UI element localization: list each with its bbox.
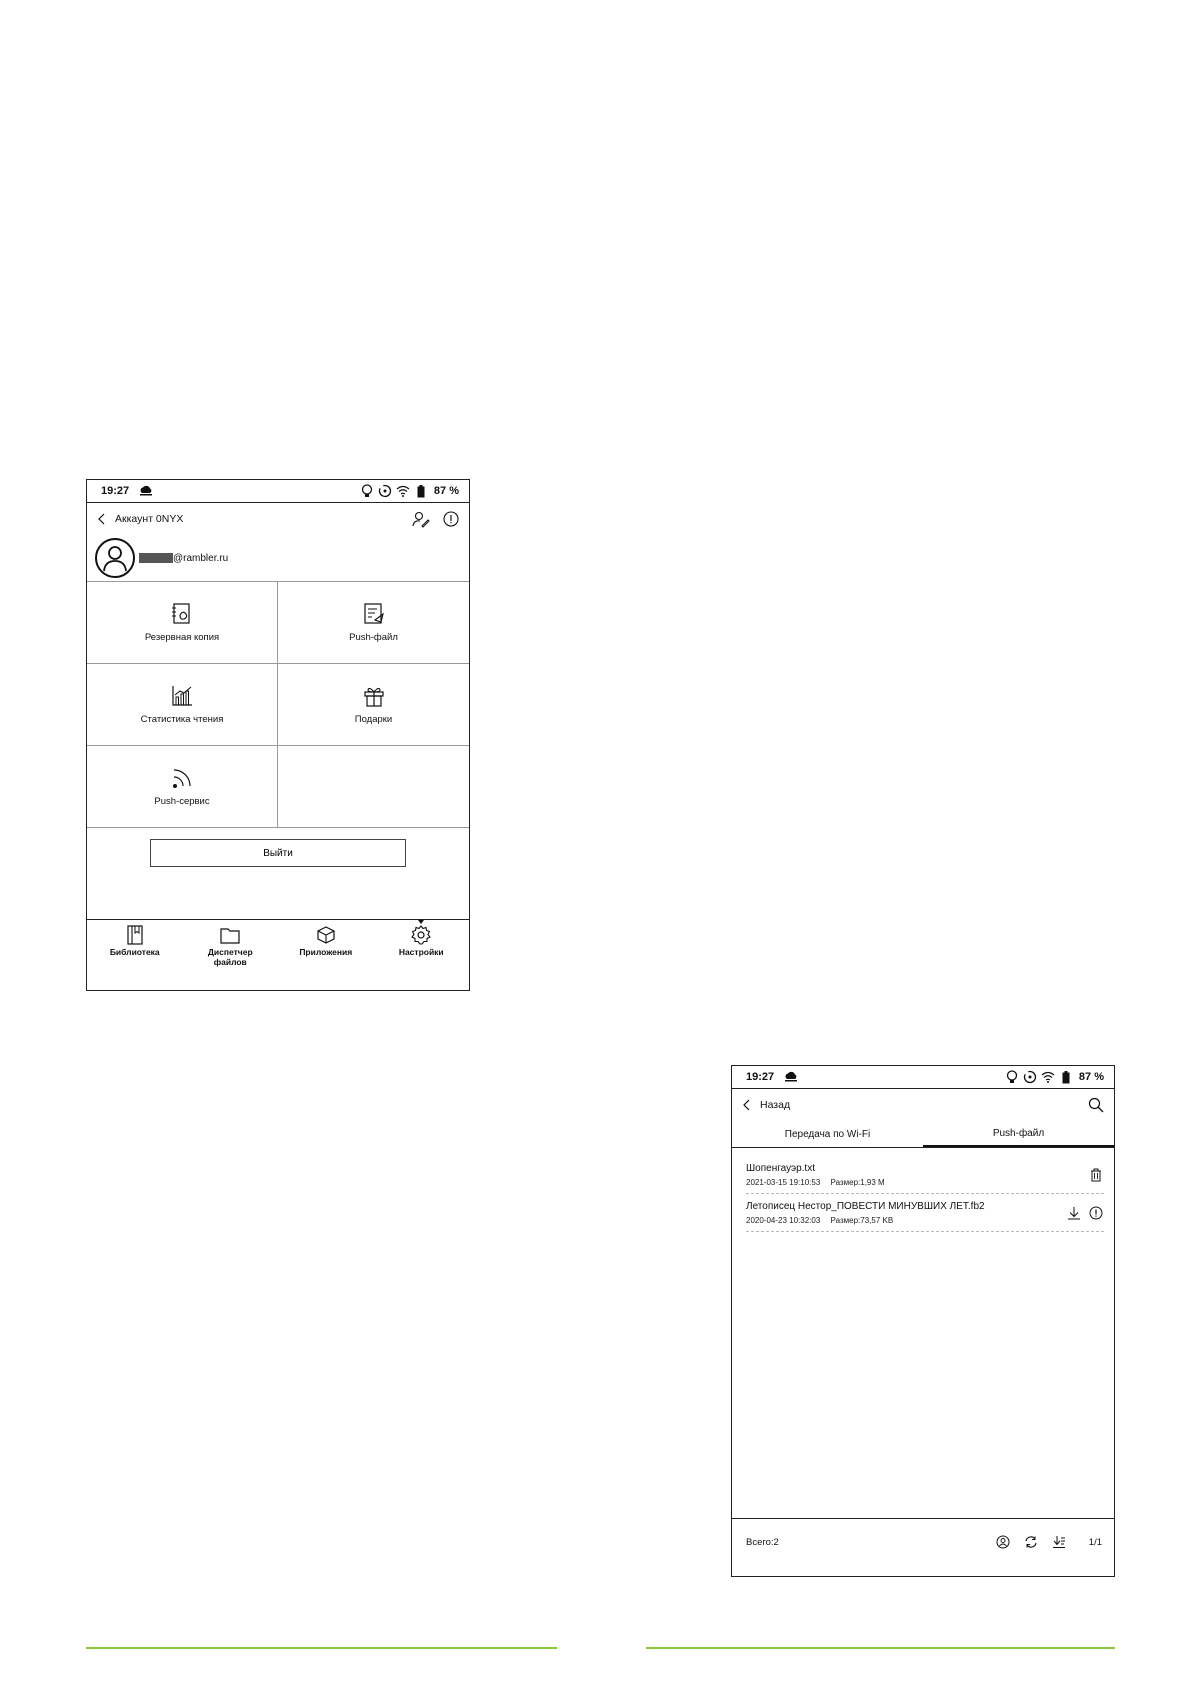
page-indicator: 1/1	[1088, 1536, 1102, 1548]
file-meta	[746, 1178, 1082, 1187]
edit-profile-icon[interactable]	[411, 509, 431, 529]
tile-reading-stats[interactable]	[87, 664, 278, 746]
total-count: Всего:2	[746, 1536, 779, 1548]
status-time: 19:27	[101, 485, 130, 497]
tile-label: Push-сервис	[154, 796, 210, 807]
file-date: 2020-04-23 10:32:03	[746, 1215, 821, 1225]
search-icon[interactable]	[1086, 1095, 1106, 1115]
cloud-icon	[784, 1070, 798, 1084]
info-icon[interactable]	[1088, 1205, 1104, 1221]
file-size: Размер:73,57 KB	[830, 1215, 894, 1225]
nav-library[interactable]	[87, 920, 183, 968]
nav-file-manager[interactable]	[183, 920, 279, 968]
battery-level: 87 %	[433, 485, 459, 497]
file-info	[746, 1163, 1082, 1187]
file-name: Шопенгауэр.txt	[746, 1162, 815, 1174]
email-domain: @rambler.ru	[173, 552, 229, 564]
tile-push-service[interactable]	[87, 746, 278, 828]
tile-label: Push-файл	[349, 632, 398, 643]
sync-icon	[378, 484, 392, 498]
status-time: 19:27	[746, 1071, 775, 1083]
battery-icon	[1059, 1070, 1073, 1084]
redacted-username	[139, 553, 173, 563]
file-meta	[746, 1216, 1060, 1225]
file-name: Летописец Нестор_ПОВЕСТИ МИНУВШИХ ЛЕТ.fb2	[746, 1200, 985, 1212]
divider-line	[86, 1647, 557, 1649]
list-item[interactable]	[746, 1194, 1104, 1232]
wifi-icon	[396, 484, 410, 498]
page-title: Аккаунт 0NYX	[115, 513, 184, 525]
nav-label: Библиотека	[109, 947, 160, 957]
profile-row	[87, 535, 469, 582]
push-file-icon	[362, 602, 386, 626]
status-bar	[87, 480, 469, 503]
header	[87, 503, 469, 535]
tile-label: Статистика чтения	[140, 714, 224, 725]
sort-download-icon[interactable]	[1051, 1534, 1067, 1550]
tab-bar	[732, 1121, 1114, 1148]
list-item[interactable]	[746, 1156, 1104, 1194]
account-tiles	[87, 582, 469, 828]
file-info	[746, 1201, 1060, 1225]
nav-settings[interactable]	[374, 920, 470, 968]
sync-icon	[1023, 1070, 1037, 1084]
file-date: 2021-03-15 19:10:53	[746, 1177, 821, 1187]
back-arrow-icon[interactable]	[742, 1098, 756, 1112]
rss-icon	[170, 766, 194, 790]
info-icon[interactable]	[441, 509, 461, 529]
nav-label: Настройки	[398, 947, 444, 957]
divider-line	[646, 1647, 1115, 1649]
tile-gifts[interactable]	[278, 664, 469, 746]
empty-space	[732, 1232, 1114, 1518]
file-size: Размер:1,93 M	[830, 1177, 885, 1187]
backup-icon	[170, 602, 194, 626]
wifi-icon	[1041, 1070, 1055, 1084]
bottom-nav	[87, 920, 469, 968]
tile-empty	[278, 746, 469, 828]
tab-push-file[interactable]: Push-файл	[923, 1121, 1114, 1147]
status-bar	[732, 1066, 1114, 1089]
footer-bar	[732, 1518, 1114, 1565]
gear-icon	[411, 925, 431, 945]
nav-label: Диспетчер файлов	[207, 947, 253, 967]
back-arrow-icon[interactable]	[97, 512, 111, 526]
account-screen	[86, 479, 470, 991]
book-icon	[125, 925, 145, 945]
tile-label: Резервная копия	[144, 632, 220, 643]
avatar	[95, 538, 135, 578]
push-file-screen	[731, 1065, 1115, 1577]
tile-push-file[interactable]	[278, 582, 469, 664]
trash-icon[interactable]	[1088, 1167, 1104, 1183]
lightbulb-icon	[1005, 1070, 1019, 1084]
logout-button[interactable]: Выйти	[150, 839, 406, 867]
back-label[interactable]: Назад	[760, 1099, 791, 1111]
tile-backup[interactable]	[87, 582, 278, 664]
chart-icon	[170, 684, 194, 708]
logout-area	[87, 828, 469, 920]
cloud-icon	[139, 484, 153, 498]
refresh-icon[interactable]	[1023, 1534, 1039, 1550]
tab-wifi-transfer[interactable]: Передача по Wi-Fi	[784, 1128, 871, 1140]
battery-icon	[414, 484, 428, 498]
file-list	[732, 1148, 1114, 1232]
cube-icon	[316, 925, 336, 945]
download-icon[interactable]	[1066, 1205, 1082, 1221]
nav-apps[interactable]	[278, 920, 374, 968]
lightbulb-icon	[360, 484, 374, 498]
account-icon[interactable]	[995, 1534, 1011, 1550]
folder-icon	[220, 925, 240, 945]
header	[732, 1089, 1114, 1121]
tile-label: Подарки	[354, 714, 393, 725]
gift-icon	[362, 684, 386, 708]
nav-label: Приложения	[299, 947, 353, 957]
battery-level: 87 %	[1078, 1071, 1104, 1083]
